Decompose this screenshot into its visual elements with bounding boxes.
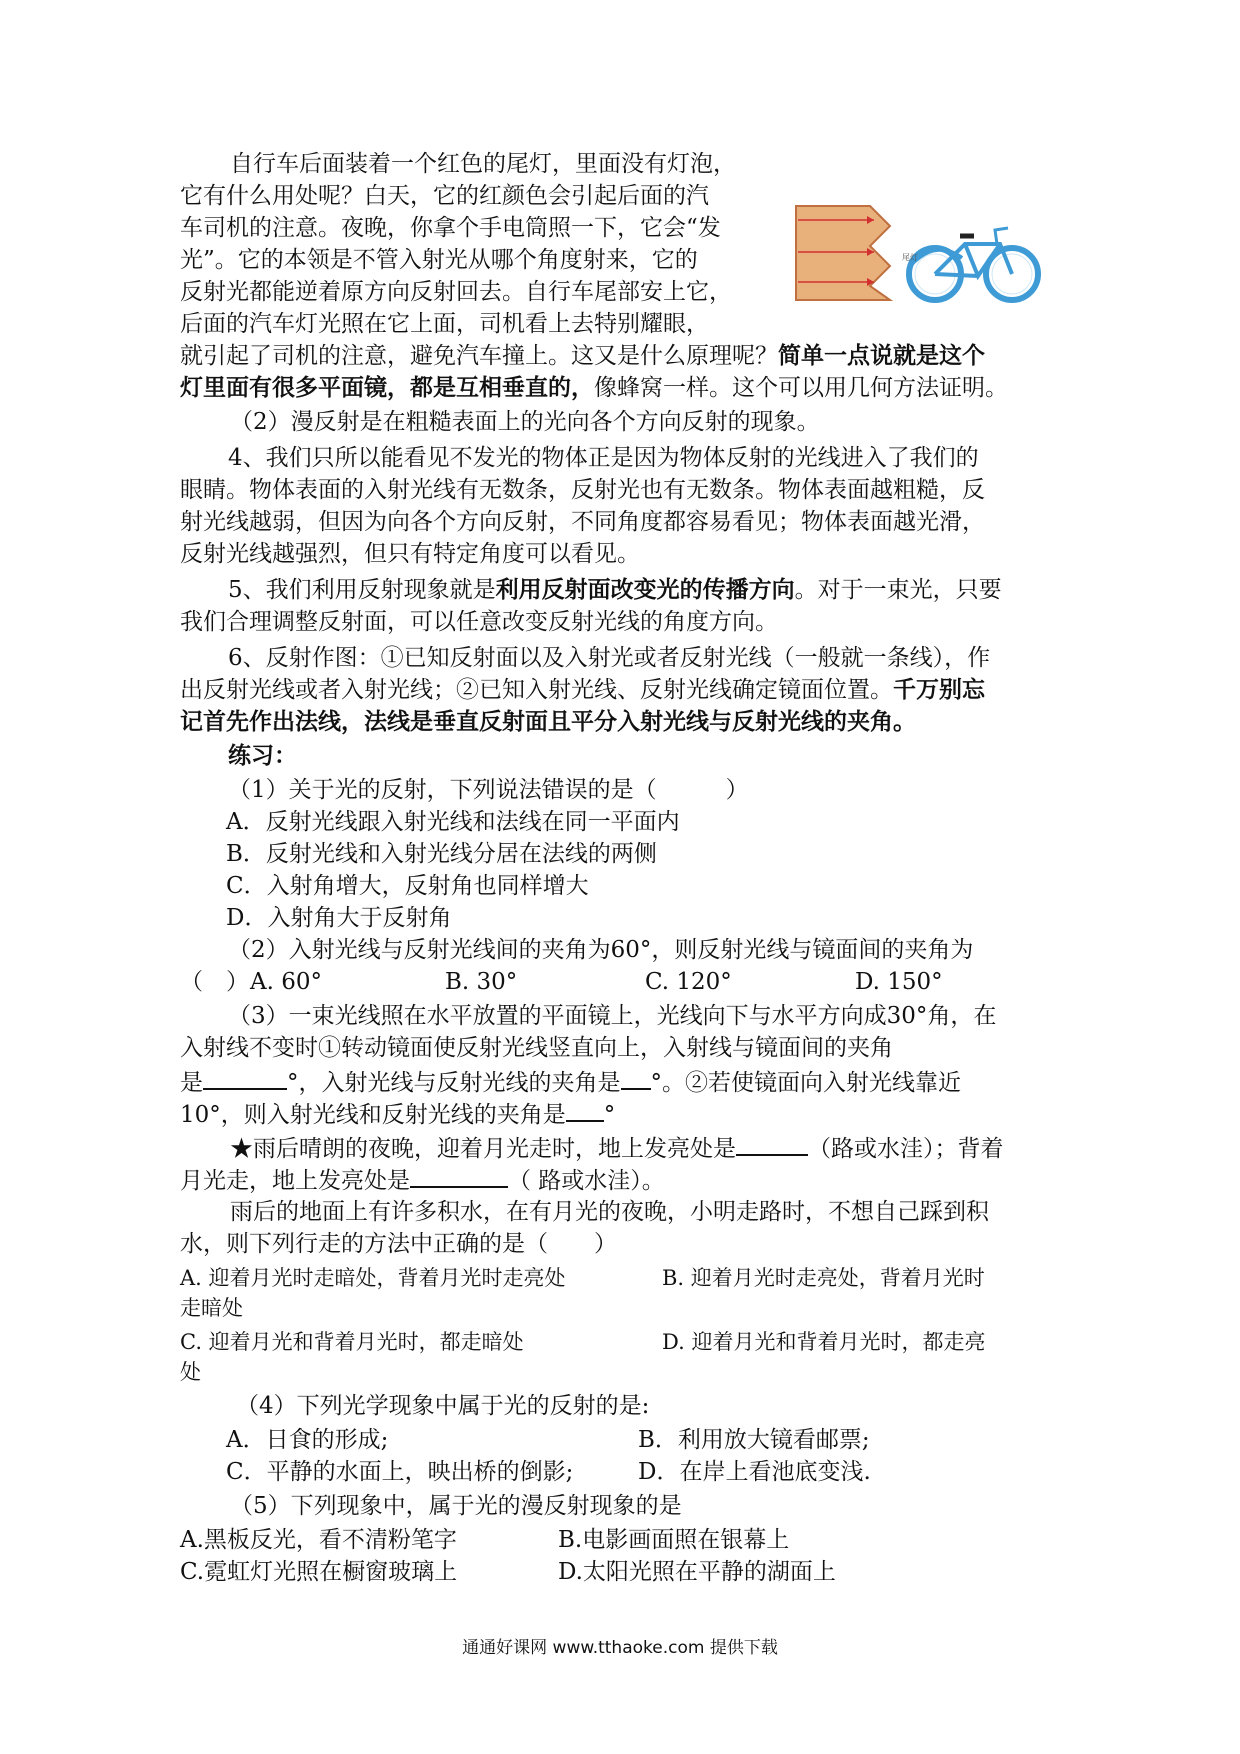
q1-option-d: D．入射角大于反射角 (226, 905, 452, 931)
rain-q-line1: 雨后的地面上有许多积水，在有月光的夜晚，小明走路时，不想自己踩到积 (230, 1199, 989, 1225)
q4-options-cd (226, 1456, 1106, 1488)
para1-line8-text: 像蜂窝一样。这个可以用几何方法证明。 (594, 375, 1008, 401)
q1-option-c: C．入射角增大，反射角也同样增大 (226, 873, 589, 899)
star-q-line1-text: ★雨后晴朗的夜晚，迎着月光走时，地上发亮处是 (230, 1136, 736, 1162)
item5-line1-bold: 利用反射面改变光的传播方向 (495, 576, 795, 603)
item4-line1: 4、我们只所以能看见不发光的物体正是因为物体反射的光线进入了我们的 (228, 445, 979, 471)
rain-q-options-ab (180, 1262, 1060, 1294)
q2-stem: （2）入射光线与反射光线间的夹角为60°，则反射光线与镜面间的夹角为 (228, 937, 974, 963)
item5-line1 (228, 574, 1108, 606)
item6-line2-bold: 千万别忘 (893, 676, 985, 703)
q1-stem: （1）关于光的反射，下列说法错误的是（ ） (228, 777, 749, 803)
q2-option-d: D. 150° (855, 969, 943, 995)
para1-line1: 自行车后面装着一个红色的尾灯，里面没有灯泡， (230, 151, 736, 177)
q1-option-a: A．反射光线跟入射光线和法线在同一平面内 (226, 809, 680, 835)
q2-options (180, 966, 1060, 998)
q5-option-c: C.霓虹灯光照在橱窗玻璃上 (180, 1559, 458, 1585)
q5-option-d: D.太阳光照在平静的湖面上 (558, 1559, 836, 1585)
q3-blank-3[interactable] (566, 1096, 604, 1122)
bicycle-reflector-figure (790, 178, 1048, 310)
para1-line5: 反射光都能逆着原方向反射回去。自行车尾部安上它， (180, 279, 732, 305)
star-q-line2-text: 月光走，地上发亮处是 (180, 1168, 410, 1194)
rain-q-line2: 水，则下列行走的方法中正确的是（ ） (180, 1231, 617, 1257)
q5-options-cd (180, 1556, 1060, 1588)
rain-q-option-d: D. 迎着月光和背着月光时，都走亮 (662, 1330, 986, 1354)
item4-line2: 眼睛。物体表面的入射光线有无数条，反射光也有无数条。物体表面越粗糙，反 (180, 477, 985, 503)
q3-line4-text1: 10°，则入射光线和反射光线的夹角是 (180, 1102, 566, 1128)
diffuse-reflection-text: （2）漫反射是在粗糙表面上的光向各个方向反射的现象。 (230, 409, 820, 435)
star-q-line2 (180, 1162, 1060, 1197)
item6-line2-text: 出反射光线或者入射光线；②已知入射光线、反射光线确定镜面位置。 (180, 677, 893, 703)
star-q-blank-2[interactable] (410, 1162, 508, 1188)
q1-option-b: B．反射光线和入射光线分居在法线的两侧 (226, 841, 657, 867)
q2-option-b: B. 30° (445, 969, 518, 995)
rain-q-options-cd (180, 1326, 1060, 1358)
item6-line3 (180, 706, 1060, 738)
q5-stem: （5）下列现象中，属于光的漫反射现象的是 (230, 1493, 682, 1519)
para1-line2: 它有什么用处呢？白天，它的红颜色会引起后面的汽 (180, 183, 709, 209)
para1-line3: 车司机的注意。夜晚，你拿个手电筒照一下，它会“发 (180, 215, 721, 241)
rain-q-option-d-cont: 处 (180, 1360, 201, 1384)
para1-line7-bold: 简单一点说就是这个 (778, 342, 985, 369)
q3-blank-1[interactable] (203, 1064, 287, 1090)
rain-q-option-b: B. 迎着月光时走亮处，背着月光时 (662, 1266, 985, 1290)
q2-option-c: C. 120° (645, 969, 732, 995)
q4-options-ab (226, 1424, 1106, 1456)
para1-line7 (180, 340, 1060, 372)
item5-line1-end: 。对于一束光，只要 (794, 577, 1002, 603)
q3-line4-text2: ° (603, 1102, 616, 1128)
para1-line4: 光”。它的本领是不管入射光从哪个角度射来，它的 (180, 247, 698, 273)
para1-line8 (180, 372, 1060, 404)
practice-title-text: 练习： (228, 742, 297, 769)
q3-line3-text2: °，入射光线与反射光线的夹角是 (287, 1070, 621, 1096)
q5-options-ab (180, 1524, 1060, 1556)
rain-q-option-c: C. 迎着月光和背着月光时，都走暗处 (180, 1330, 524, 1354)
para1-line6: 后面的汽车灯光照在它上面，司机看上去特别耀眼， (180, 311, 709, 337)
item6-line3-bold: 记首先作出法线，法线是垂直反射面且平分入射光线与反射光线的夹角。 (180, 708, 916, 735)
q4-option-c: C．平静的水面上，映出桥的倒影; (226, 1459, 574, 1485)
star-q-line2-end: （ 路或水洼）。 (508, 1168, 665, 1194)
star-q-line1-end: （路或水洼）；背着 (808, 1136, 1004, 1162)
practice-title (228, 740, 1108, 772)
q5-option-a: A.黑板反光，看不清粉笔字 (180, 1527, 457, 1553)
q4-stem: （4）下列光学现象中属于光的反射的是: (236, 1393, 650, 1419)
q4-option-a: A．日食的形成; (226, 1427, 389, 1453)
item5-line1-text: 5、我们利用反射现象就是 (228, 577, 496, 603)
para1-line8-bold: 灯里面有很多平面镜，都是互相垂直的， (180, 374, 594, 401)
q3-line2: 入射线不变时①转动镜面使反射光线竖直向上，入射线与镜面间的夹角 (180, 1035, 893, 1061)
q3-line3 (180, 1064, 1060, 1099)
star-q-line1 (230, 1130, 1110, 1165)
figure-label: 尾灯 (902, 253, 918, 262)
item6-line2 (180, 674, 1060, 706)
q5-option-b: B.电影画面照在银幕上 (558, 1527, 790, 1553)
q2-paren: （ ） (180, 969, 249, 995)
star-q-blank-1[interactable] (736, 1130, 808, 1156)
q4-option-d: D．在岸上看池底变浅. (638, 1459, 871, 1485)
q3-line3-text3: °。②若使镜面向入射光线靠近 (650, 1070, 961, 1096)
item6-line1: 6、反射作图：①已知反射面以及入射光或者反射光线（一般就一条线），作 (228, 645, 991, 671)
q4-option-b: B．利用放大镜看邮票; (638, 1427, 870, 1453)
item5-line2: 我们合理调整反射面，可以任意改变反射光线的角度方向。 (180, 609, 778, 635)
para1-line7-text: 就引起了司机的注意，避免汽车撞上。这又是什么原理呢？ (180, 343, 778, 369)
q3-line1: （3）一束光线照在水平放置的平面镜上，光线向下与水平方向成30°角，在 (228, 1003, 997, 1029)
rain-q-option-b-cont: 走暗处 (180, 1296, 243, 1320)
q2-option-a: A. 60° (250, 969, 322, 995)
q3-line3-text1: 是 (180, 1070, 203, 1096)
rain-q-option-a: A. 迎着月光时走暗处，背着月光时走亮处 (180, 1266, 566, 1290)
item4-line3: 射光线越弱，但因为向各个方向反射，不同角度都容易看见；物体表面越光滑， (180, 509, 985, 535)
q3-blank-2[interactable] (621, 1064, 651, 1090)
page-footer: 通通好课网 www.tthaoke.com 提供下载 (462, 1638, 778, 1658)
q3-line4 (180, 1096, 1060, 1131)
item4-line4: 反射光线越强烈，但只有特定角度可以看见。 (180, 541, 640, 567)
